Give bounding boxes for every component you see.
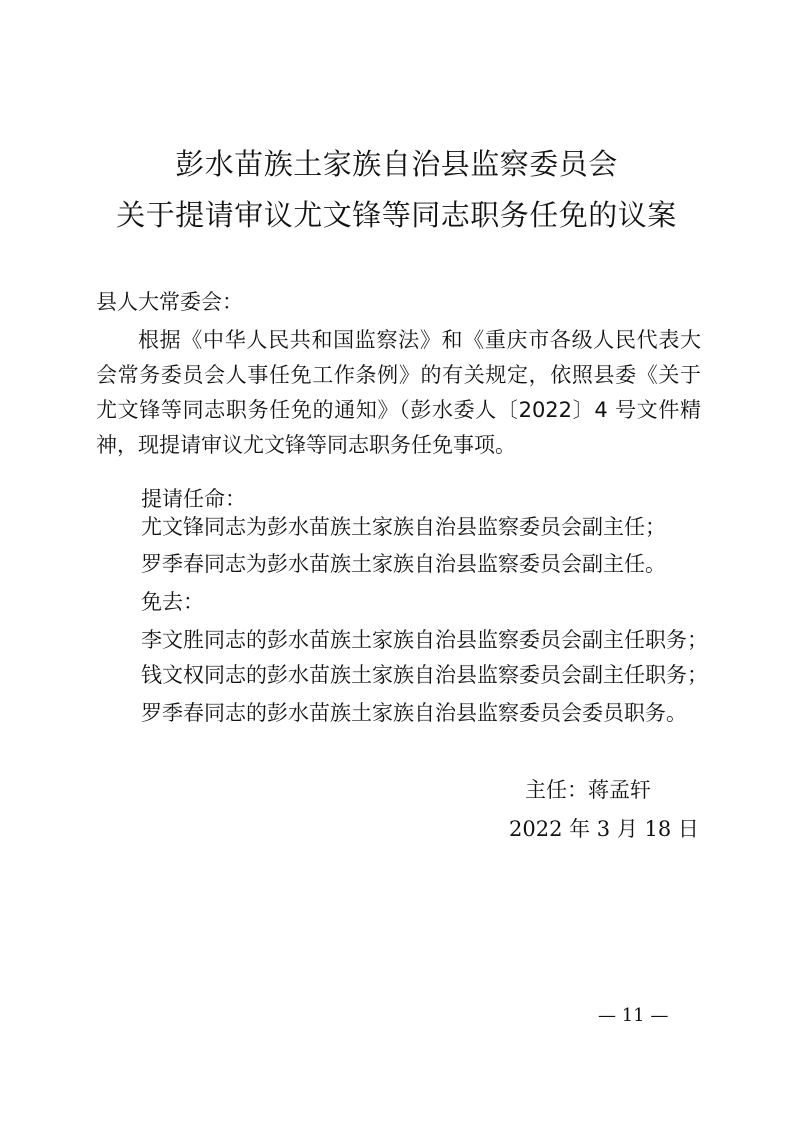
document-title-line-2: 关于提请审议尤文锋等同志职务任免的议案 [116,198,677,232]
page-number: — 11 — [598,1005,669,1026]
removal-item-1: 李文胜同志的彭水苗族土家族自治县监察委员会副主任职务； [141,628,708,652]
appointment-item-2: 罗季春同志为彭水苗族土家族自治县监察委员会副主任。 [141,552,666,576]
signatory: 主任：蒋孟轩 [525,778,651,802]
document-title-line-1: 彭水苗族土家族自治县监察委员会 [175,147,618,181]
body-paragraph: 根据《中华人民共和国监察法》和《重庆市各级人民代表大会常务委员会人事任免工作条例》的有关规定，依照县委《关于尤文锋等同志职务任免的通知》（彭水委人〔2022〕4 号文件精神，现提请审议尤文锋等同志职务任免事项。 [96,328,701,457]
remove-heading: 免去： [141,590,204,614]
addressee: 县人大常委会： [96,290,243,314]
removal-item-3: 罗季春同志的彭水苗族土家族自治县监察委员会委员职务。 [141,701,687,725]
appointment-item-1: 尤文锋同志为彭水苗族土家族自治县监察委员会副主任； [141,515,666,539]
removal-item-2: 钱文权同志的彭水苗族土家族自治县监察委员会副主任职务； [141,663,708,687]
appoint-heading: 提请任命： [141,487,246,511]
document-date: 2022 年 3 月 18 日 [509,817,699,841]
